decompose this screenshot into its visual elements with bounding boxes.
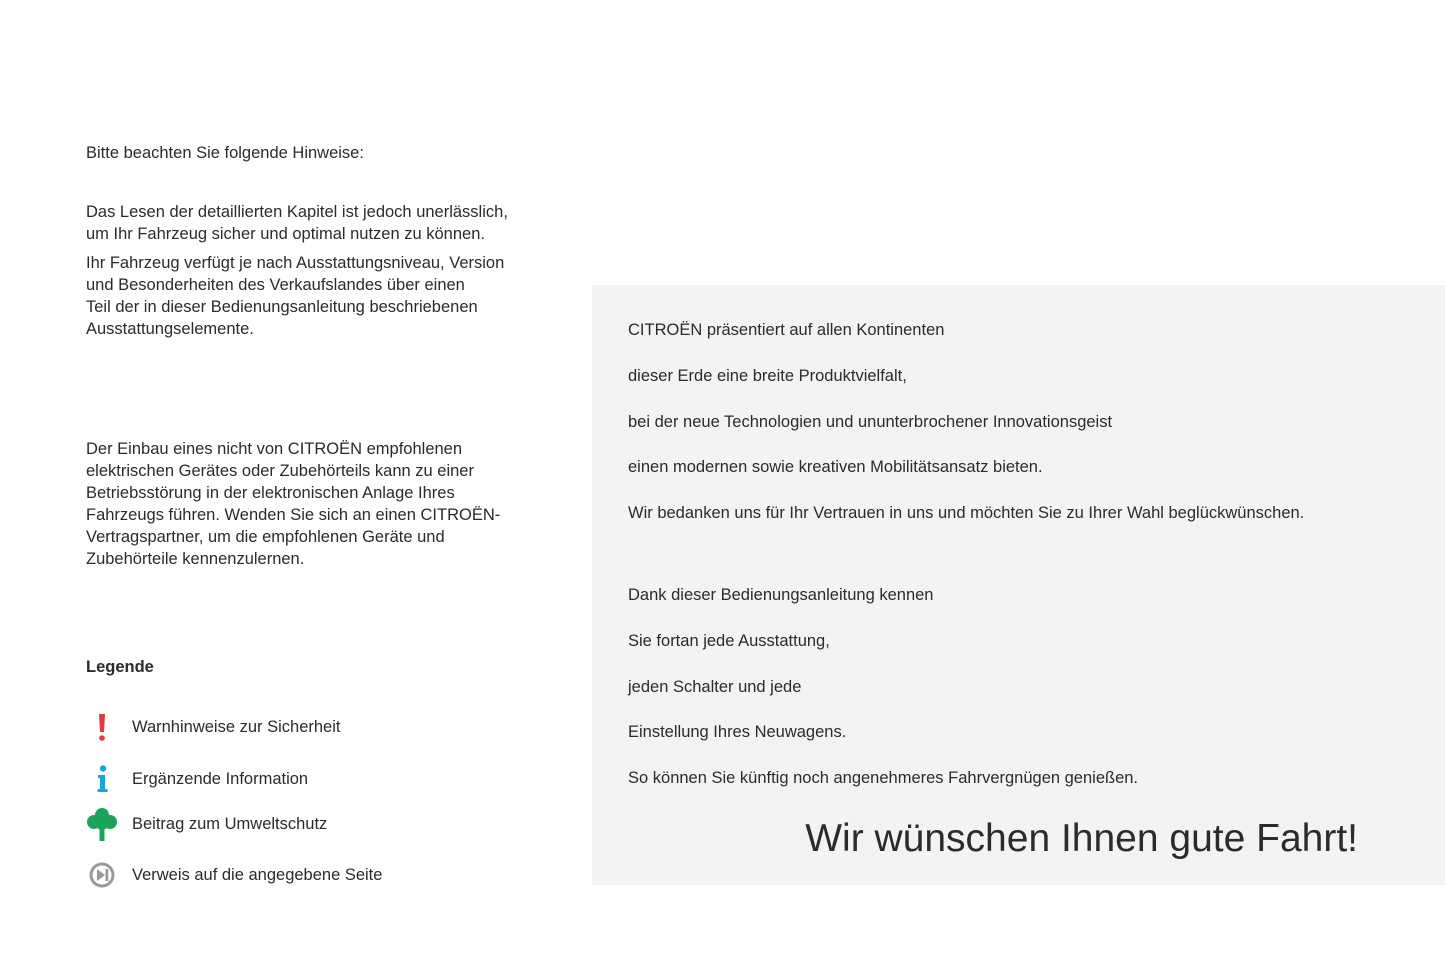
- legend-item-page-reference: [86, 858, 382, 892]
- welcome-line: Sie fortan jede Ausstattung,: [628, 632, 830, 650]
- legend-item-environment: [86, 807, 327, 841]
- paragraph-equipment-variants: Ihr Fahrzeug verfügt je nach Ausstattungsniveau, Version und Besonderheiten des Verkaufslandes über einen Teil der in dieser Bedienungsanleitung beschriebenen Ausstattungselemente.: [86, 254, 505, 338]
- page-reference-icon: [86, 858, 118, 892]
- welcome-line: Einstellung Ihres Neuwagens.: [628, 723, 847, 741]
- legend-label: Beitrag zum Umweltschutz: [132, 814, 328, 833]
- welcome-line: CITROËN präsentiert auf allen Kontinenten: [628, 321, 945, 339]
- intro-text: Bitte beachten Sie folgende Hinweise:: [86, 144, 364, 162]
- legend-label: Ergänzende Information: [132, 769, 309, 788]
- tree-icon: [86, 807, 118, 841]
- info-icon: [86, 762, 118, 796]
- welcome-line: Dank dieser Bedienungsanleitung kennen: [628, 586, 934, 604]
- welcome-line: einen modernen sowie kreativen Mobilitätsansatz bieten.: [628, 458, 1043, 476]
- paragraph-accessories-warning: Der Einbau eines nicht von CITROËN empfohlenen elektrischen Gerätes oder Zubehörteils kann zu einer Betriebsstörung in der elektronischen Anlage Ihres Fahrzeugs führen. Wenden Sie sich an einen CITROËN- Vertragspartner, um die empfohlenen Geräte und Zubehörteile kennenzulernen.: [86, 440, 501, 568]
- legend-title: Legende: [86, 658, 154, 676]
- welcome-line: jeden Schalter und jede: [628, 678, 802, 696]
- welcome-line: So können Sie künftig noch angenehmeres Fahrvergnügen genießen.: [628, 769, 1139, 787]
- legend-item-information: [86, 762, 308, 796]
- legend-label: Warnhinweise zur Sicherheit: [132, 717, 341, 736]
- welcome-line: dieser Erde eine breite Produktvielfalt,: [628, 367, 907, 385]
- paragraph-reading-chapters: Das Lesen der detaillierten Kapitel ist jedoch unerlässlich, um Ihr Fahrzeug sicher und optimal nutzen zu können.: [86, 203, 508, 243]
- welcome-line: bei der neue Technologien und ununterbrochener Innovationsgeist: [628, 413, 1113, 431]
- legend-label: Verweis auf die angegebene Seite: [132, 865, 383, 884]
- welcome-panel: [592, 285, 1445, 885]
- welcome-line: Wir bedanken uns für Ihr Vertrauen in uns und möchten Sie zu Ihrer Wahl beglückwünschen.: [628, 504, 1305, 522]
- farewell-heading: Wir wünschen Ihnen gute Fahrt!: [805, 817, 1358, 860]
- legend-item-safety-warning: [86, 710, 340, 744]
- warning-exclamation-icon: [86, 710, 118, 744]
